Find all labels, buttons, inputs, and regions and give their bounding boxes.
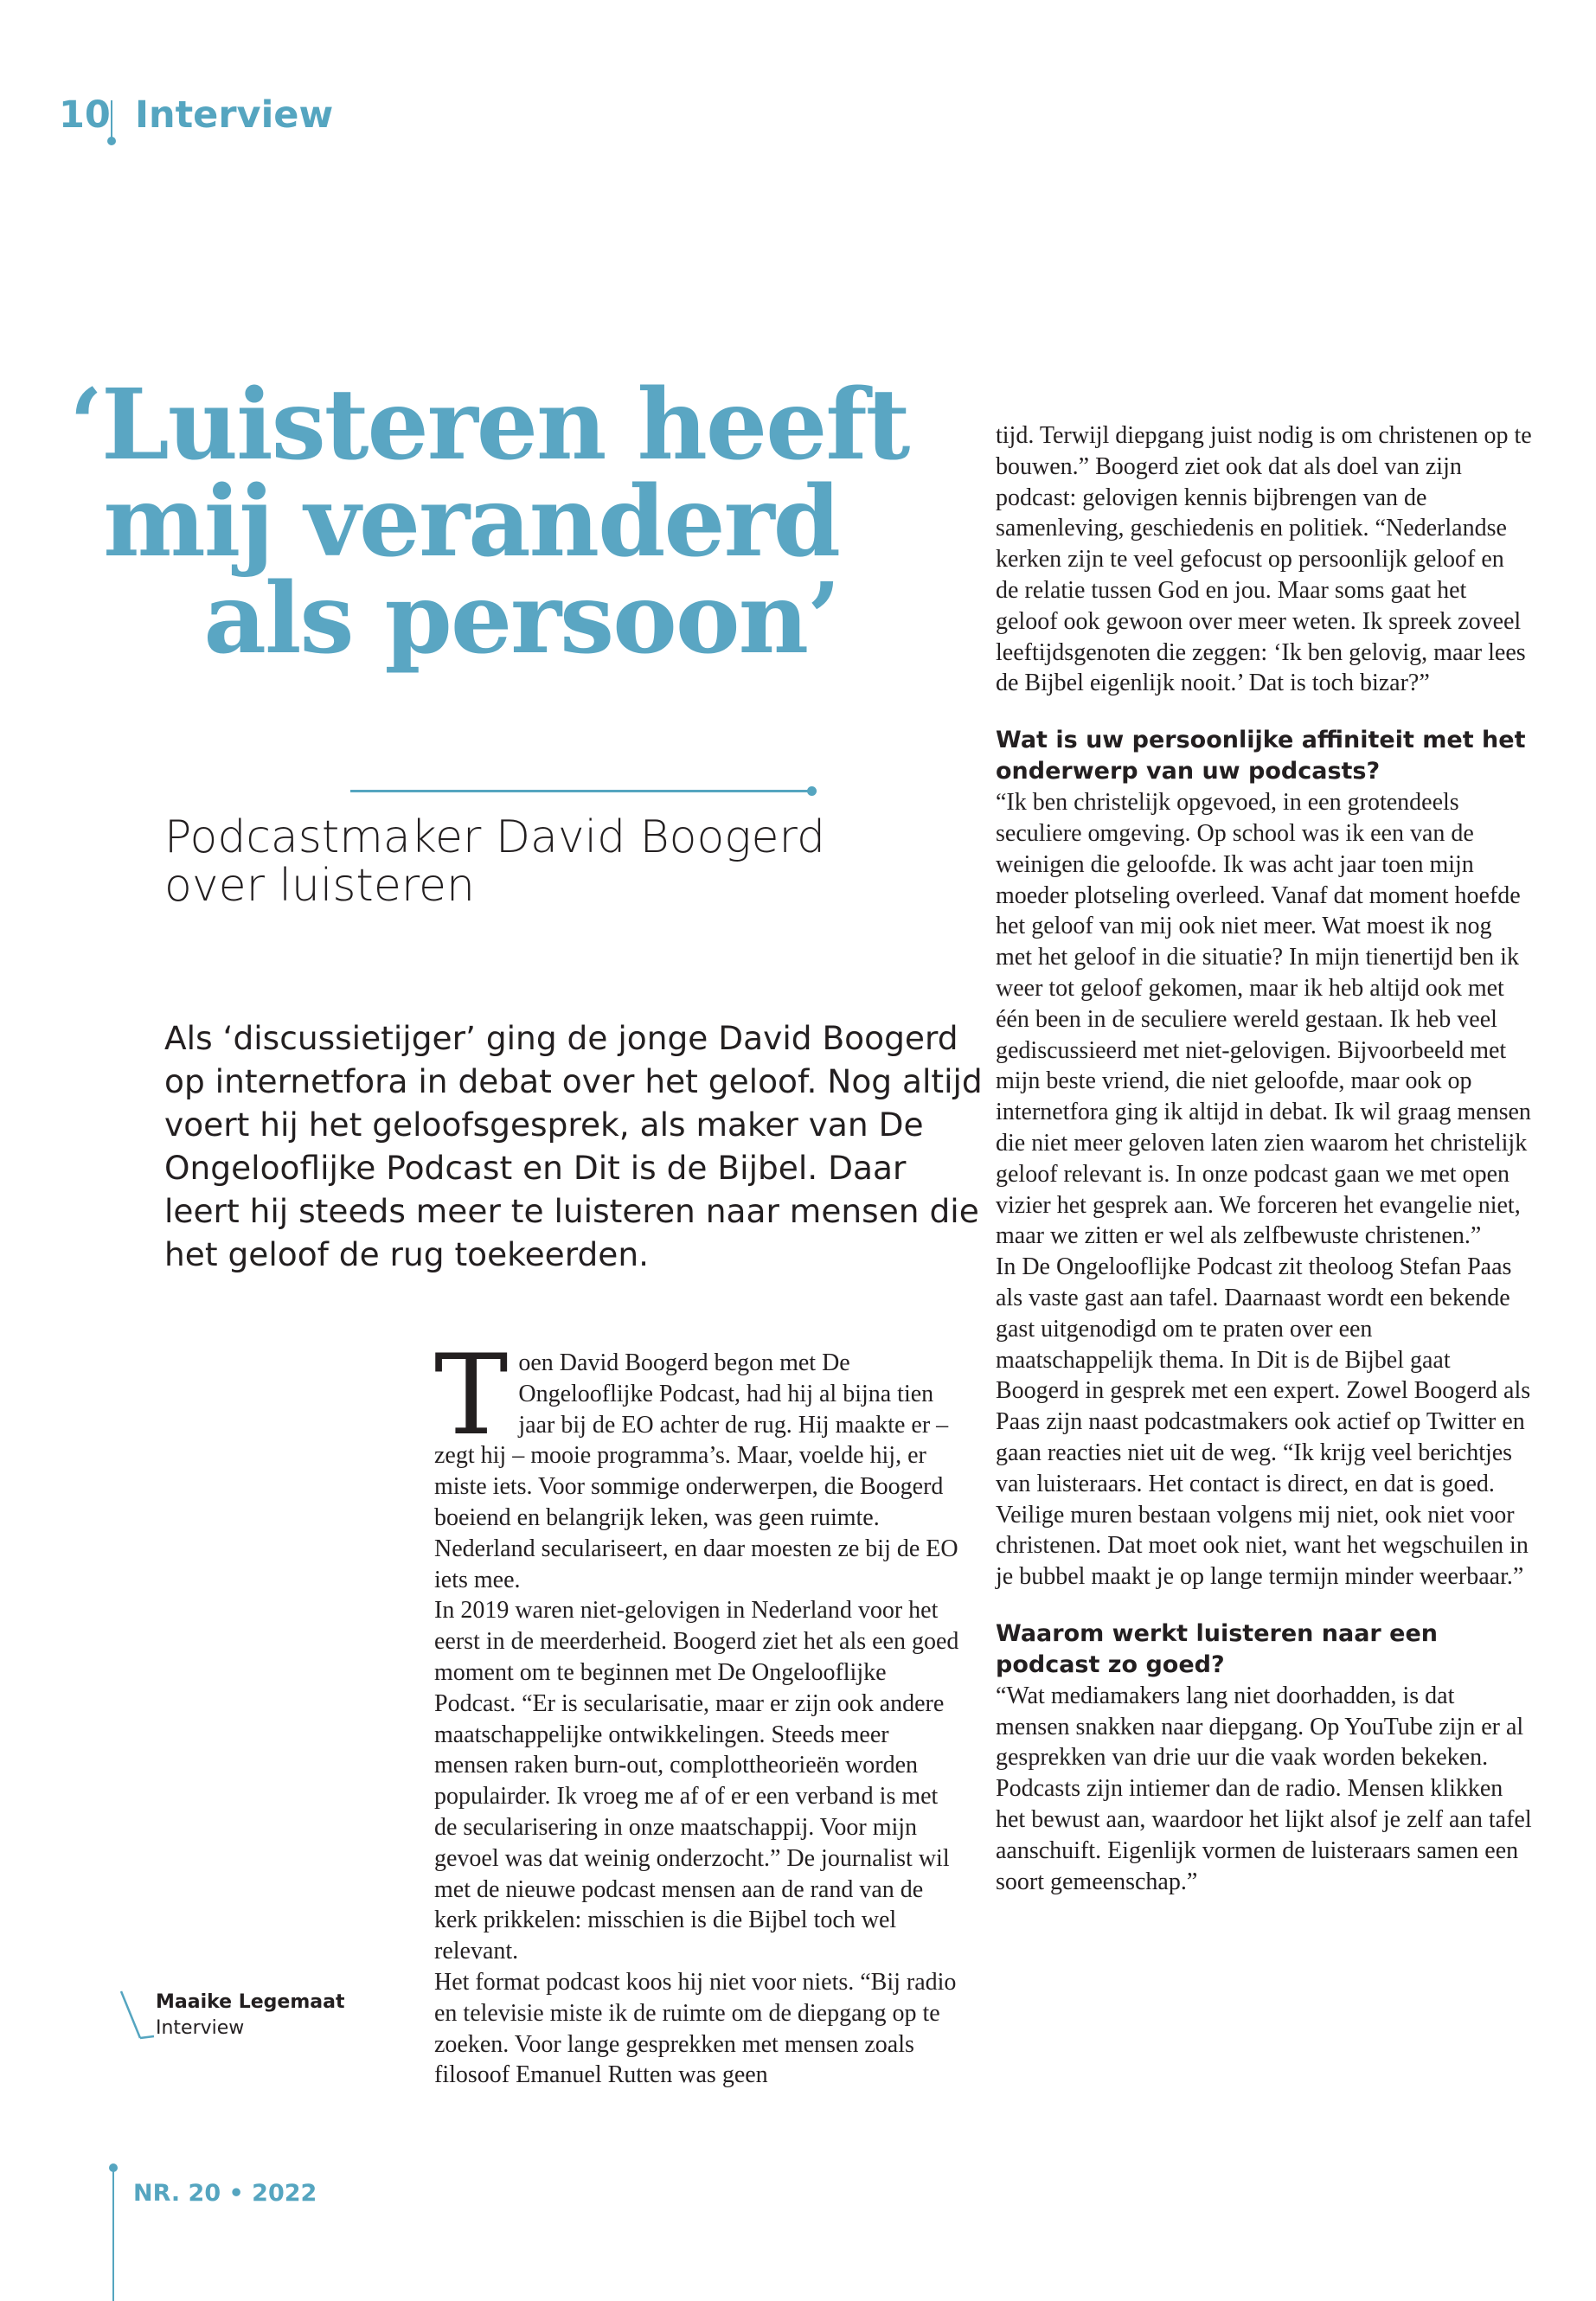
body-paragraph-6: In De Ongelooflijke Podcast zit theoloog Stefan Paas als vaste gast aan tafel. Daarnaast wordt een bekende gast uitgenodigd om te praten over een maatschappelijk thema. In Dit is de Bijbel gaat Boogerd in gesprek met een expert. Zowel Boogerd als Paas zijn naast podcastmakers ook actief op Twitter en gaan reacties niet uit de weg. “Ik krijg veel berichtjes van luisteraars. Het contact is direct, en dat is goed. Veilige muren bestaan volgens mij niet, ook niet voor christenen. Dat moet ook niet, want het wegschuilen in je bubbel maakt je op lange termijn minder weerbaar.” bbox=[996, 1253, 1531, 1591]
author-role: Interview bbox=[156, 2017, 245, 2039]
body-column-right bbox=[996, 420, 1532, 1897]
lead-paragraph: Als ‘discussietijger’ ging de jonge David Boogerd op internetfora in debat over het geloof. Nog altijd voert hij het geloofsgesprek, als maker van De Ongelooflijke Podcast en Dit is de Bijbel. Daar leert hij steeds meer te luisteren naar mensen die het geloof de rug toekeerden. bbox=[164, 1019, 983, 1273]
body-paragraph-2: In 2019 waren niet-gelovigen in Nederland voor het eerst in de meerderheid. Boogerd ziet het als een goed moment om te beginnen met De Ongelooflijke Podcast. “Er is secularisatie, maar er zijn ook andere maatschappelijke ontwikkelingen. Steeds meer mensen raken burn-out, complottheorieën worden populairder. Ik vroeg me af of er een verband is met de secularisering in onze maatschappij. Voor mijn gevoel was dat weinig onderzocht.” De journalist wil met de nieuwe podcast mensen aan de rand van de kerk prikkelen: misschien is die Bijbel toch wel relevant. bbox=[434, 1597, 959, 1965]
footer-divider-dot bbox=[109, 2163, 118, 2172]
body-paragraph-1 bbox=[434, 1331, 964, 1595]
body-paragraph-7: “Wat mediamakers lang niet doorhadden, is dat mensen snakken naar diepgang. Op YouTube zijn er al gesprekken van drie uur die vaak worden bekeken. Podcasts zijn intiemer dan de radio. Mensen klikken het bewust aan, waardoor het lijkt alsof je zelf aan tafel aanschuift. Eigenlijk vormen de luisteraars samen een soort gemeenschap.” bbox=[996, 1682, 1532, 1895]
subtitle-line-1: Podcastmaker David Boogerd bbox=[164, 811, 825, 863]
question-heading-2: Waarom werkt luisteren naar een podcast zo goed? bbox=[996, 1619, 1438, 1678]
article-title bbox=[69, 369, 909, 676]
page-number: 10 bbox=[59, 93, 111, 137]
header-divider bbox=[111, 100, 112, 140]
subtitle-line-2: over luisteren bbox=[164, 860, 475, 912]
title-rule bbox=[350, 790, 812, 792]
body-paragraph-4: tijd. Terwijl diepgang juist nodig is om christenen op te bouwen.” Boogerd ziet ook dat als doel van zijn podcast: gelovigen kennis bijbrengen van de samenleving, geschiedenis en politiek. “Nederlandse kerken zijn te veel gefocust op persoonlijk geloof en de relatie tussen God en jou. Maar soms gaat het geloof ook gewoon over meer weten. Ik spreek zoveel leeftijdsgenoten die zeggen: ‘Ik ben gelovig, maar lees de Bijbel eigenlijk nooit.’ Dat is toch bizar?” bbox=[996, 422, 1532, 697]
issue-number: NR. 20 • 2022 bbox=[133, 2180, 317, 2207]
author-marker-icon bbox=[119, 1990, 156, 2043]
title-line-2: mij veranderd bbox=[103, 465, 839, 579]
section-label: Interview bbox=[135, 93, 334, 137]
article-subtitle bbox=[164, 813, 856, 910]
header-divider-dot bbox=[107, 137, 116, 145]
body-paragraph-3: Het format podcast koos hij niet voor niets. “Bij radio en televisie miste ik de ruimte om de diepgang op te zoeken. Voor lange gesprekken met mensen zoals filosoof Emanuel Rutten was geen bbox=[434, 1968, 957, 2089]
title-line-3: als persoon’ bbox=[203, 562, 839, 676]
author-name: Maaike Legemaat bbox=[156, 1991, 345, 2013]
title-rule-dot bbox=[807, 786, 817, 796]
footer-divider bbox=[112, 2167, 114, 2301]
body-column-middle bbox=[434, 1331, 964, 2091]
paragraph-1-text: oen David Boogerd begon met De Ongelooflijke Podcast, had hij al bijna tien jaar bij de EO achter de rug. Hij maakte er – zegt hij – mooie programma’s. Maar, voelde hij, er miste iets. Voor sommige onderwerpen, die Boogerd boeiend en belangrijk leken, was geen ruimte. Nederland seculariseert, en daar moesten ze bij de EO iets mee. bbox=[434, 1349, 958, 1593]
title-line-1: ‘Luisteren heeft bbox=[69, 369, 909, 482]
body-paragraph-5: “Ik ben christelijk opgevoed, in een grotendeels seculiere omgeving. Op school was ik een van de weinigen die geloofde. Ik was acht jaar toen mijn moeder plotseling overleed. Vanaf dat moment hoefde het geloof van mij ook niet meer. Wat moest ik nog met het geloof in die situatie? In mijn tienertijd ben ik weer tot geloof gekomen, maar ik heb altijd ook met één been in de seculiere wereld gestaan. Ik heb veel gediscussieerd met niet-gelovigen. Bijvoorbeeld met mijn beste vriend, die niet geloofde, maar ook op internetfora ging ik altijd in debat. Ik wil graag mensen die niet meer geloven laten zien waarom het christelijk geloof relevant is. In onze podcast gaan we met open vizier het gesprek aan. We forceren het evangelie niet, maar we zitten er wel als zelfbewuste christenen.” bbox=[996, 789, 1531, 1250]
question-heading-1: Wat is uw persoonlijke affiniteit met het onderwerp van uw podcasts? bbox=[996, 727, 1526, 785]
drop-cap: T bbox=[434, 1331, 509, 1460]
